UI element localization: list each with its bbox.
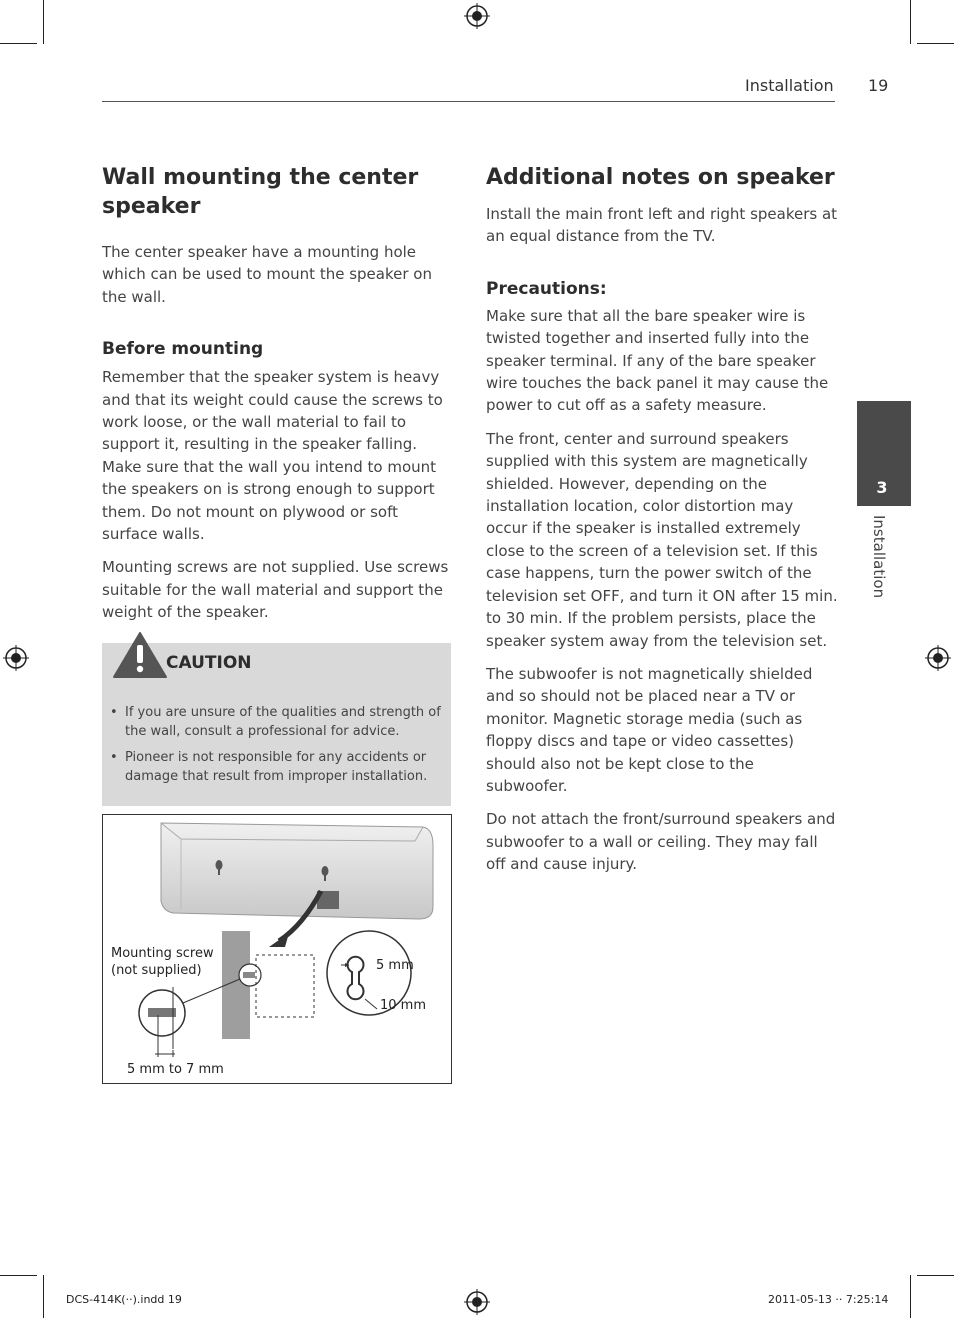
precautions-heading: Precautions: (486, 278, 607, 299)
precautions-paragraph-3: The subwoofer is not magnetically shielded and so should not be placed near a TV or monitor. Magnetic storage media (such as floppy discs and tape or video cassettes) should also not be kept close to the subwoofer. (486, 664, 813, 795)
crop-mark (0, 1275, 37, 1276)
registration-mark-icon (464, 1289, 490, 1315)
wall-mounting-intro: The center speaker have a mounting hole which can be used to mount the speaker on the wall. (102, 243, 432, 306)
chapter-label: Installation (870, 515, 888, 599)
caution-item: • Pioneer is not responsible for any accidents or damage that result from improper installation. (110, 750, 428, 784)
footer-file-name: DCS-414K(··).indd 19 (66, 1293, 182, 1306)
dimension-5mm-label: 5 mm (376, 958, 414, 973)
caution-box (102, 643, 451, 806)
crop-mark (910, 0, 911, 44)
crop-mark (43, 1275, 44, 1318)
running-header-section: Installation (745, 76, 834, 95)
dimension-10mm-label: 10 mm (380, 998, 427, 1013)
before-mounting-paragraph-1: Remember that the speaker system is heavy and that its weight could cause the screws to work loose, or the wall material to fail to support it, resulting in the speaker falling. Make sure that the wall you intend to mount the speakers on is strong enough to support them. Do not mount on plywood or soft surface walls. (102, 368, 443, 544)
crop-mark (0, 43, 37, 44)
right-column (486, 163, 838, 876)
crop-mark (910, 1275, 911, 1318)
additional-notes-intro: Install the main front left and right speakers at an equal distance from the TV. (486, 205, 838, 246)
registration-mark-icon (925, 645, 951, 671)
mounting-screw-label: Mounting screw (111, 946, 214, 961)
chapter-number: 3 (876, 478, 888, 497)
wall-mount-illustration (102, 814, 452, 1084)
bullet-icon: • (110, 750, 118, 765)
crop-mark (917, 43, 954, 44)
page-number: 19 (868, 76, 889, 95)
caution-icon (112, 631, 168, 679)
caution-list (110, 703, 446, 793)
header-divider (102, 101, 835, 102)
crop-mark (43, 0, 44, 44)
left-column (102, 163, 454, 624)
precautions-paragraph-4: Do not attach the front/surround speakers and subwoofer to a wall or ceiling. They may fall off and cause injury. (486, 810, 836, 874)
before-mounting-paragraph-2: Mounting screws are not supplied. Use screws suitable for the wall material and support the weight of the speaker. (102, 558, 449, 622)
registration-mark-icon (3, 645, 29, 671)
precautions-paragraph-2: The front, center and surround speakers supplied with this system are magnetically shielded. However, depending on the installation location, color distortion may occur if the speaker is installed extremely close to the screen of a television set. If this case happens, turn the power switch of the television set OFF, and turn it ON after 15 min. to 30 min. If the problem persists, place the speaker system away from the television set. (486, 429, 838, 650)
before-mounting-heading: Before mounting (102, 339, 264, 360)
bullet-icon: • (110, 705, 118, 720)
crop-mark (917, 1275, 954, 1276)
dimension-range-label: 5 mm to 7 mm (127, 1062, 224, 1077)
caution-item: • If you are unsure of the qualities and strength of the wall, consult a professional for advice. (110, 705, 441, 739)
precautions-paragraph-1: Make sure that all the bare speaker wire is twisted together and inserted fully into the speaker terminal. If any of the bare speaker wire touches the back panel it may cause the power to cut off as a safety measure. (486, 306, 829, 415)
footer-timestamp: 2011-05-13 ·· 7:25:14 (768, 1293, 889, 1306)
section-title-wall-mounting: Wall mounting the center speaker (102, 165, 419, 219)
section-title-additional-notes: Additional notes on speaker (486, 165, 835, 190)
registration-mark-icon (464, 3, 490, 29)
not-supplied-label: (not supplied) (111, 963, 202, 978)
caution-title: CAUTION (166, 653, 252, 673)
